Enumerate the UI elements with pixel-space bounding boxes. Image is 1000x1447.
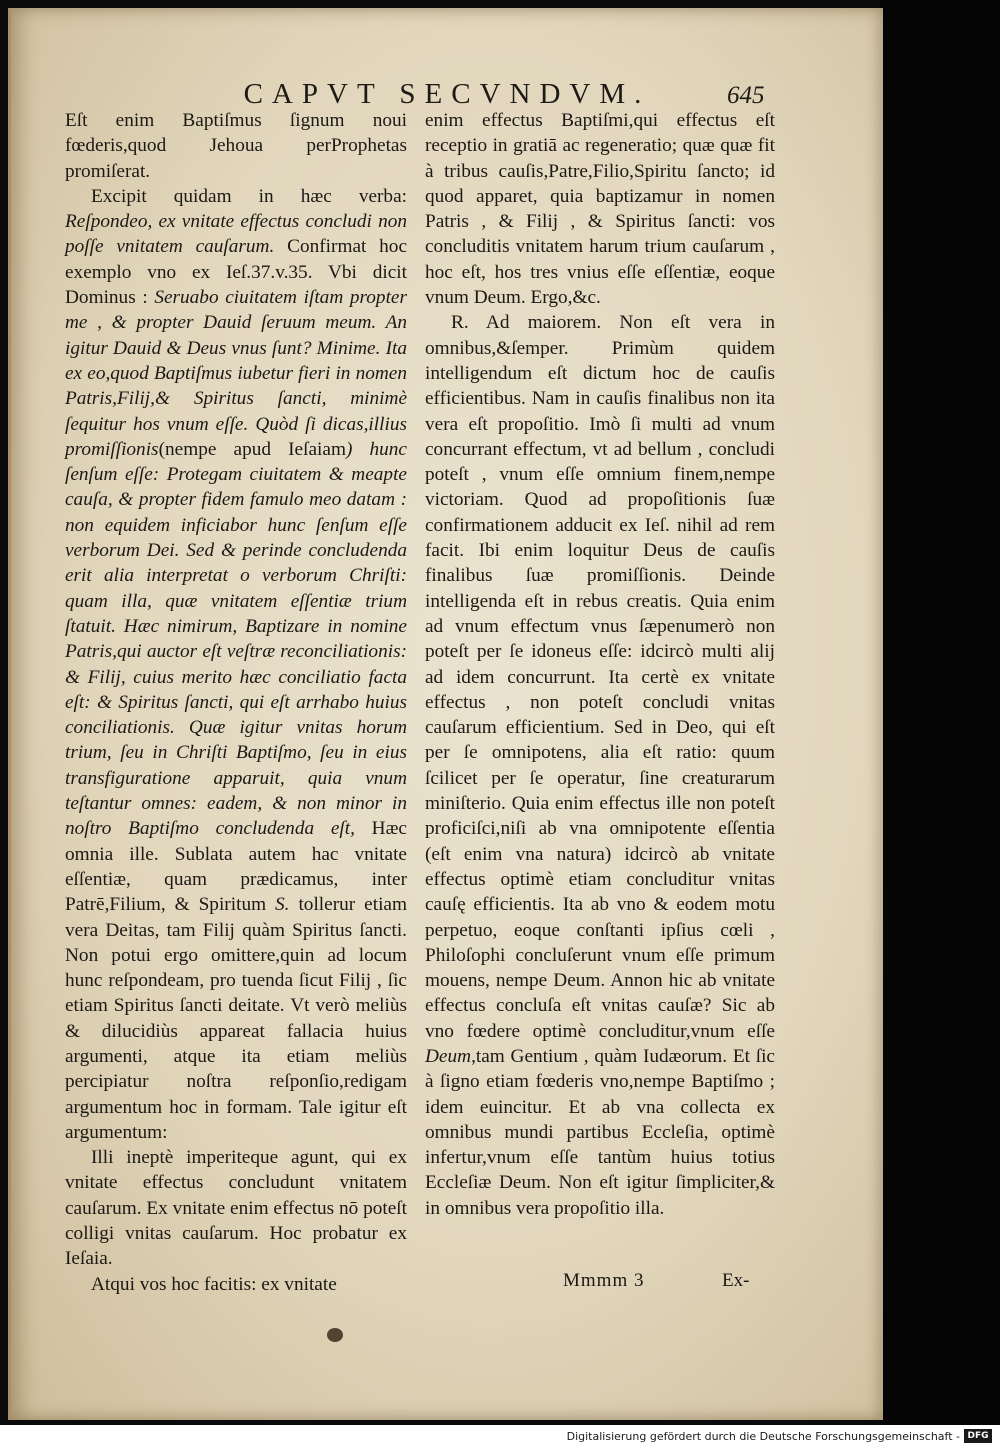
paragraph: enim effectus Baptiſmi,qui effectus eſt receptio in gratiā ac regeneratio; quæ quæ fit à tribus cauſis,Patre,Filio,Spiritu ſancto; id quod apparet, quia baptizamur in nomen Patris , & Filij , & Spiritus ſancti: vos concluditis vnitatem harum trium cauſarum , hoc eſt, hos tres vnius eſſe eſſentiæ, eoque vnum Deum. Ergo,&c. — [425, 110, 775, 309]
signature-mark: Mmmm 3 — [563, 1270, 645, 1291]
footer-bar — [0, 1425, 1000, 1447]
paragraph: Excipit quidam in hæc verba: Reſpondeo, ex vnitate effectus concludi non poſſe vnitatem cauſarum. Confirmat hoc exemplo vno ex Ieſ.37.v.35. Vbi dicit Dominus : Seruabo ciuitatem iſtam propter me , & propter Dauid ſeruum meum. An igitur Dauid & Deus vnus ſunt? Minime. Ita ex eo,quod Baptiſmus iubetur fieri in nomen Patris,Filij,& Spiritus ſancti, minimè ſequitur hos vnum eſſe. Quòd ſi dicas,illius promiſſionis(nempe apud Ieſaiam) hunc ſenſum eſſe: Protegam ciuitatem & meapte cauſa, & propter fidem famulo meo datam : non equidem inficiabor hunc ſenſum eſſe verborum Dei. Sed & perinde concludenda erit alia interpretat o verborum Chriſti: quam illa, quæ vnitatem eſſentiæ trium ſtatuit. Hæc nimirum, Baptizare in nomine Patris,qui auctor eſt veſtræ reconciliationis: & Filij, cuius merito hæc conciliatio facta eſt: & Spiritus ſancti, qui eſt arrhabo huius conciliationis. Quæ igitur vnitas horum trium, ſeu in Chriſti Baptiſmo, ſeu in eius transfiguratione apparuit, quia vnum teſtantur omnes: eadem, & non minor in noſtro Baptiſmo concludenda eſt, Hæc omnia ille. Sublata autem hac vnitate eſſentiæ, quam prædicamus, inter Patrē,Filium, & Spiritum S. tollerur etiam vera Deitas, tam Filij quàm Spiritus ſancti. Non potui ergo omittere,quin ad locum hunc reſpondeam, pro tuenda ſicut Filij , ſic etiam Spiritus ſancti deitate. Vt verò meliùs & dilucidiùs appareat fallacia huius argumenti, atque ita etiam meliùs percipiatur noſtra reſponſio,redigam argumentum hoc in formam. Tale igitur eſt argumentum: — [65, 185, 408, 1143]
paragraph: Atqui vos hoc facitis: ex vnitate — [91, 1273, 337, 1295]
dfg-logo: DFG — [964, 1429, 992, 1443]
left-text-column — [65, 108, 407, 1297]
page-number: 645 — [727, 82, 765, 109]
paragraph: R. Ad maiorem. Non eſt vera in omnibus,&ſemper. Primùm quidem intelligendum eſt dictum hoc de cauſis efficientibus. Nam in cauſis finalibus non ita vera eſt propoſitio. Imò ſi multi ad vnum concurrant effectum, vt ad bellum , concludi poteſt , vnum eſſe omnium finem,nempe victoriam. Quod ad propoſitionis ſuæ confirmationem adducit ex Ieſ. nihil ad rem facit. Ibi enim loquitur Deus de cauſis finalibus ſuæ promiſſionis. Deinde intelligenda eſt in rebus creatis. Quia enim ad vnum effectum vnus ſæpenumerò non poteſt per ſe idoneus eſſe: idcircò multi alij ad idem concurrunt. Ita certè ex vnitate effectus , non poteſt concludi vnitas cauſarum efficientium. Sed in Deo, qui eſt per ſe omnipotens, alia eſt ratio: quum ſcilicet per ſe operatur, ſine creaturarum miniſterio. Quia enim effectus ille non poteſt proficiſci,niſi ab vna omnipotente eſſentia (eſt enim vna natura) idcircò ab vnitate effectus optimè etiam concluditur vnitas cauſę efficientis. Ita ab vno & eodem motu perpetuo, eoque conſtanti ipſius cœli , Philoſophi concluſerunt vnum eſſe primum mouens, nempe Deum. Annon hic ab vnitate effectus concluſa eſt vnitas cauſæ? Sic ab vno fœdere optimè concluditur,vnum eſſe Deum,tam Gentium , quàm Iudæorum. Et ſic à ſigno etiam fœderis vno,nempe Baptiſmo ; idem euincitur. Et ab vna collecta ex omnibus mundi partibus Eccleſia, optimè infertur,vnum eſſe tantùm huius totius Eccleſiæ Deum. Non eſt igitur ſimpliciter,& in omnibus vera propoſitio illa. — [425, 312, 775, 1219]
ink-blot — [327, 1328, 343, 1342]
scan-border — [880, 0, 1000, 1425]
paragraph: Eſt enim Baptiſmus ſignum noui fœderis,quod Jehoua perProphetas promiſerat. — [65, 110, 407, 182]
right-text-column — [425, 108, 775, 1221]
catchword: Ex- — [722, 1270, 750, 1291]
paragraph: Illi ineptè imperiteque agunt, qui ex vnitate effectus concludunt vnitatem cauſarum. Ex vnitate enim effectus nō poteſt colligi vnitas cauſarum. Hoc probatur ex Ieſaia. — [65, 1147, 407, 1270]
book-page — [8, 8, 883, 1420]
footer-credit: Digitalisierung gefördert durch die Deutsche Forschungsgemeinschaft - — [566, 1430, 960, 1443]
running-head: CAPVT SECVNDVM. — [243, 78, 651, 110]
